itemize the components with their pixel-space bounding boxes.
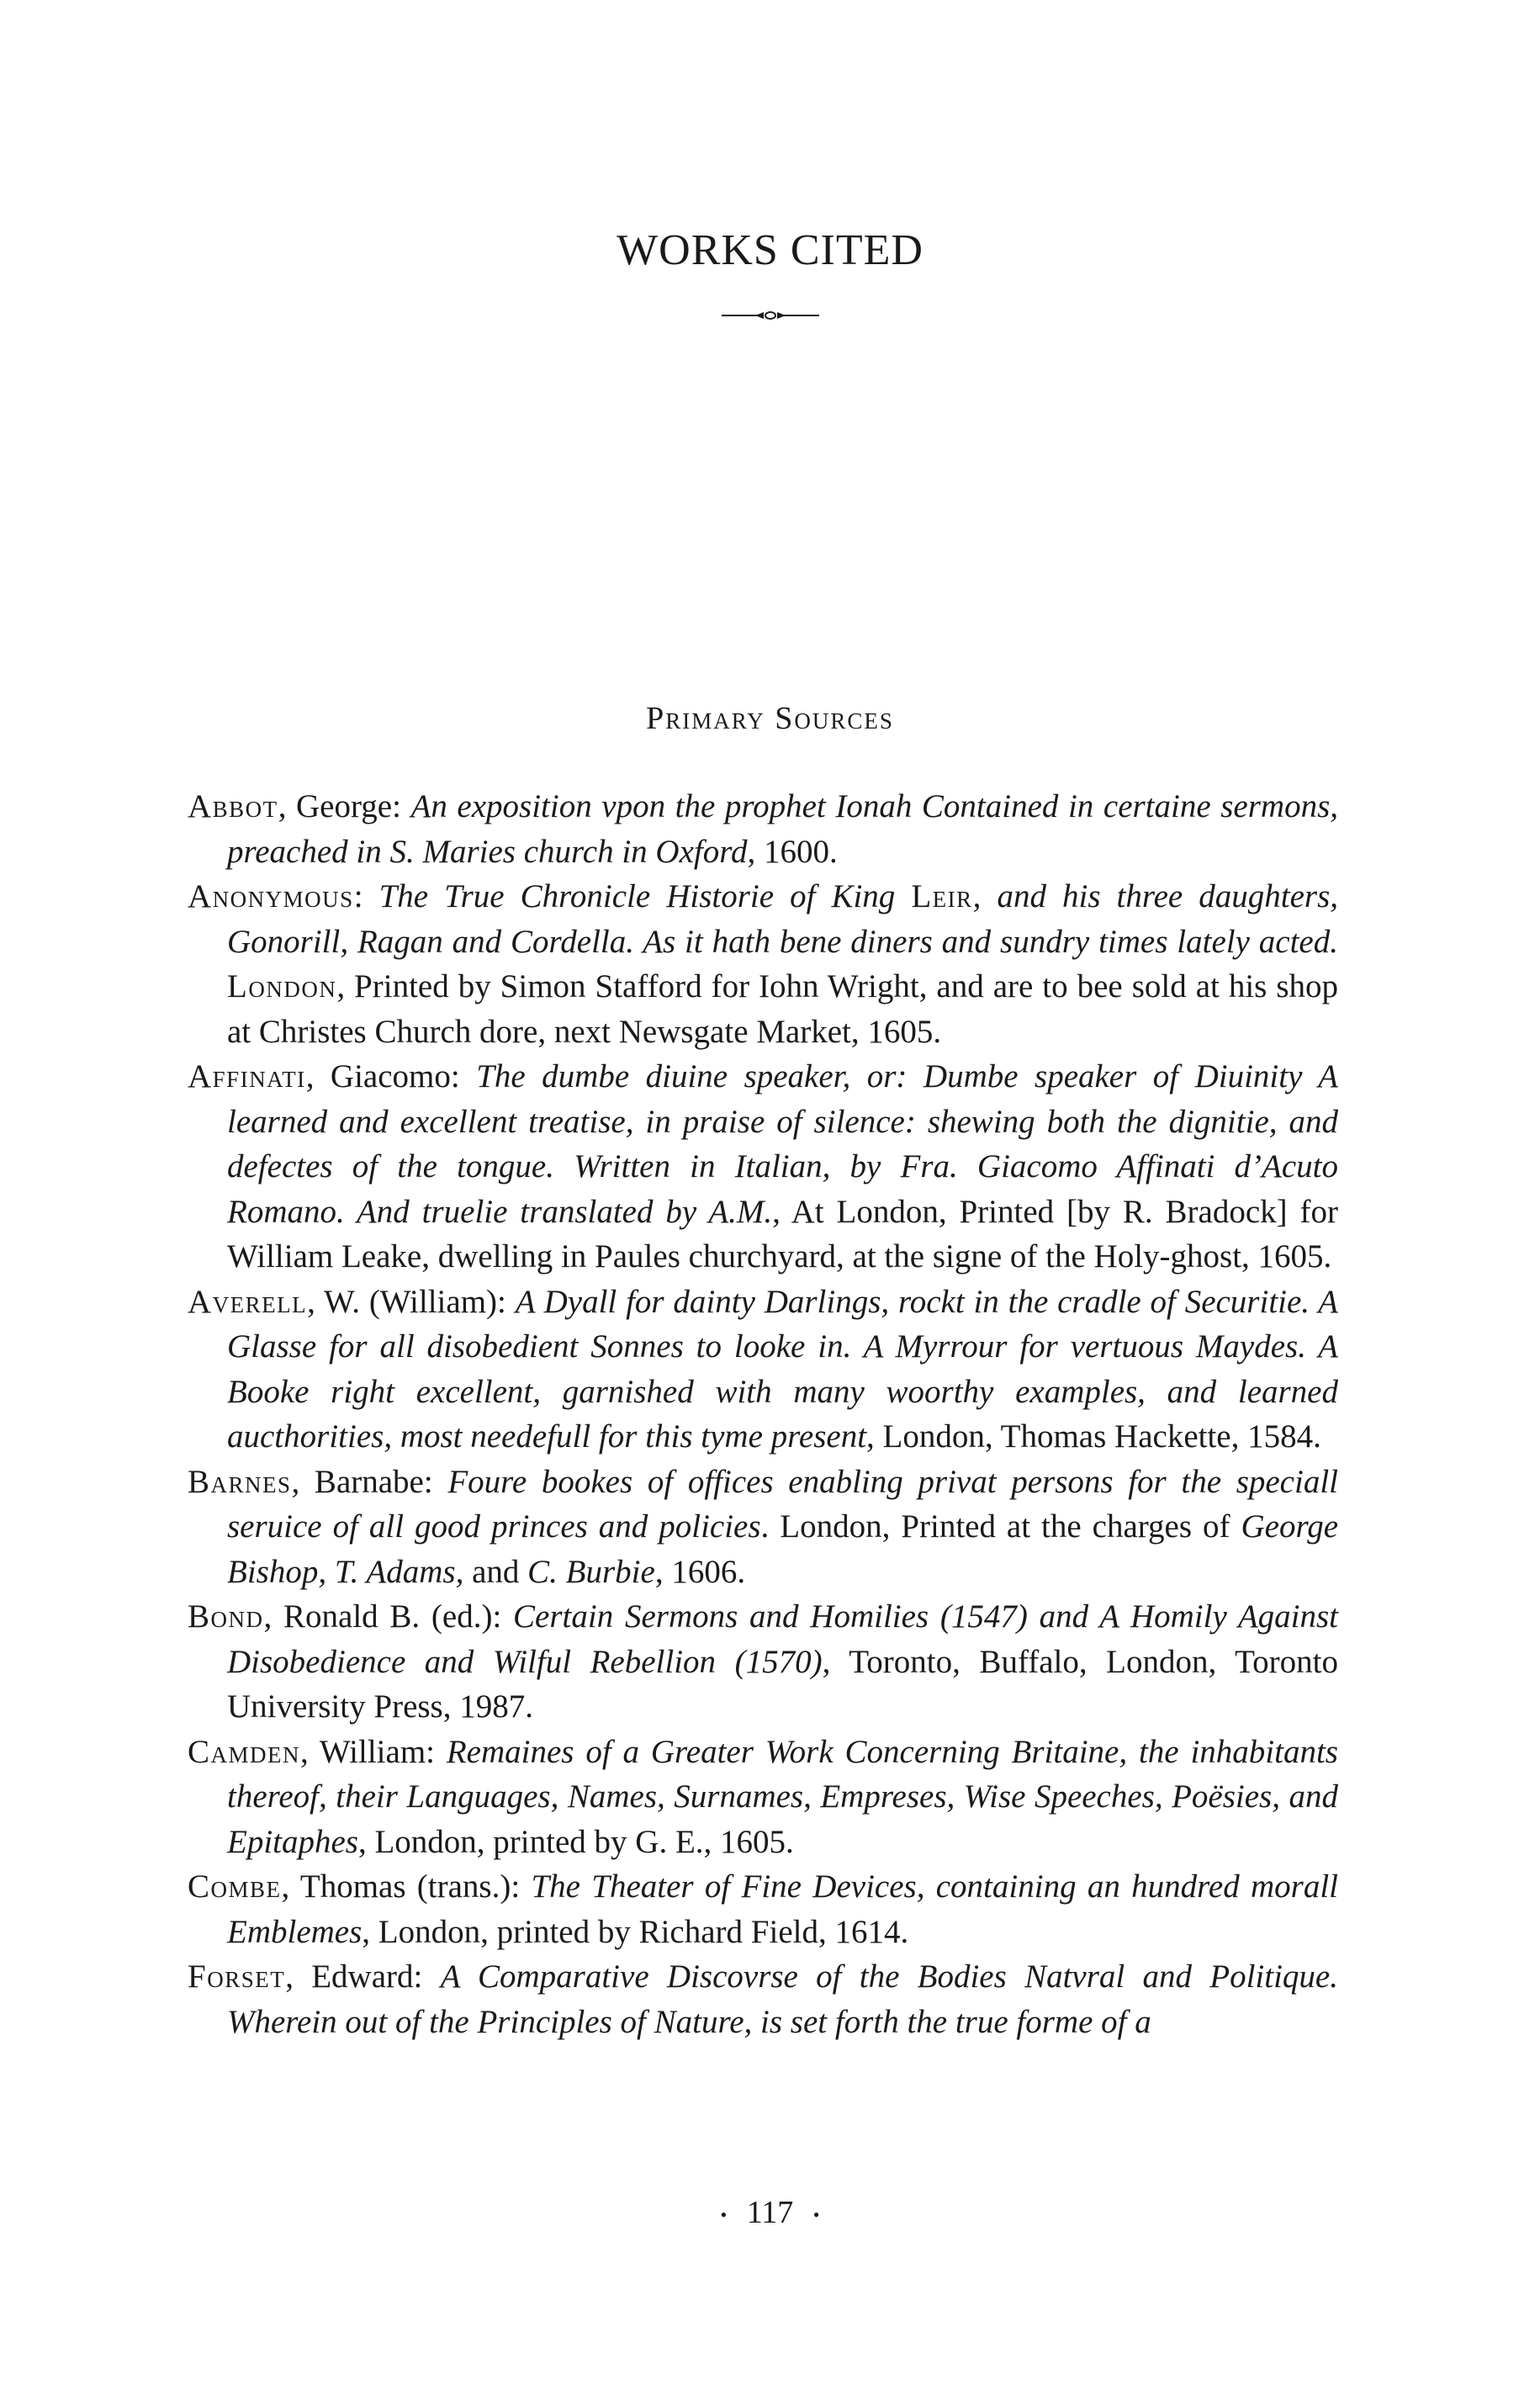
entry-author: Forset <box>188 1958 286 1995</box>
entry-author: Leir <box>911 878 973 914</box>
entry-title: C. Burbie <box>527 1553 655 1590</box>
entry-title: The dumbe diuine speaker, or: Dumbe speaker of Diuinity A learned and excellent treatise, in praise of silence: shewing both the dignitie, and defectes of the tongue. Written in Italian, by Fra. Giacomo Affinati d’Acuto Romano. And truelie translated by A.M. <box>227 1058 1338 1230</box>
bibliography-list <box>188 784 1338 2044</box>
entry-title: Foure bookes of offices enabling privat persons for the speciall seruice of all good princes and policies <box>227 1463 1338 1545</box>
entry-author: London <box>227 968 337 1004</box>
ornament-divider-icon <box>0 305 1540 330</box>
entry-title: The True Chronicle Historie of King <box>378 878 912 914</box>
entry-author: Bond <box>188 1598 264 1635</box>
entry-text: and <box>463 1553 528 1590</box>
entry-text: , William: <box>300 1733 447 1770</box>
bibliography-entry <box>188 1864 1338 1954</box>
entry-author: Averell <box>188 1283 308 1320</box>
section-heading: Primary Sources <box>646 701 894 736</box>
entry-author: Abbot <box>188 788 278 824</box>
entry-title: , and his three daughters, Gonorill, Ragan and Cordella. As it hath bene diners and sundry times lately acted. <box>227 878 1339 960</box>
entry-title: Certain Sermons and Homilies (1547) and A Homily Against Disobedience and Wilful Rebellion (1570) <box>227 1598 1338 1680</box>
entry-title: A Dyall for dainty Darlings, rockt in the cradle of Securitie. A Glasse for all disobedient Sonnes to looke in. A Myrrour for vertuous Maydes. A Booke right excellent, garnished with many woorthy examples, and learned aucthorities, most needefull for this tyme present <box>227 1283 1338 1455</box>
entry-text: . London, Printed at the charges of <box>760 1508 1241 1545</box>
bibliography-entry <box>188 874 1338 1054</box>
entry-text: , At London, Printed [by R. Bradock] for William Leake, dwelling in Paules churchyard, at the signe of the Holy-ghost, 1605. <box>227 1193 1338 1275</box>
entry-text: , Giacomo: <box>305 1058 477 1094</box>
entry-text: , London, printed by G. E., 1605. <box>357 1823 794 1860</box>
entry-title: George Bishop, T. Adams, <box>227 1508 1338 1590</box>
bibliography-entry <box>188 1594 1338 1730</box>
entry-text: , Thomas (trans.): <box>281 1868 532 1905</box>
entry-author: Affinati <box>188 1058 306 1094</box>
bibliography-entry <box>188 1280 1338 1460</box>
entry-title: An exposition vpon the prophet Ionah Contained in certaine sermons, preached in S. Maries church in Oxford <box>227 788 1338 870</box>
entry-text: , W. (William): <box>307 1283 516 1320</box>
entry-text: , London, Thomas Hackette, 1584. <box>866 1418 1321 1455</box>
entry-text: , London, printed by Richard Field, 1614. <box>362 1913 909 1950</box>
folio-ornament-left: • <box>720 2204 728 2226</box>
bibliography-entry <box>188 1954 1338 2044</box>
entry-text: , Toronto, Buffalo, London, Toronto University Press, 1987. <box>227 1643 1339 1725</box>
page-number <box>0 2194 1540 2231</box>
folio-number: 117 <box>746 2195 794 2230</box>
entry-title: Remaines of a Greater Work Concerning Britaine, the inhabitants thereof, their Languages, Names, Surnames, Empreses, Wise Speeches, Poësies, and Epitaphes <box>227 1733 1338 1860</box>
entry-author: Anonymous <box>188 878 354 914</box>
bibliography-entry <box>188 784 1338 874</box>
entry-author: Camden <box>188 1733 301 1770</box>
entry-author: Barnes <box>188 1463 292 1500</box>
bibliography-entry <box>188 1460 1338 1595</box>
bibliography-entry <box>188 1054 1338 1280</box>
bibliography-entry <box>188 1730 1338 1865</box>
entry-text: , 1600. <box>747 833 838 870</box>
entry-text: , Barnabe: <box>291 1463 448 1500</box>
entry-text: , Ronald B. (ed.): <box>263 1598 514 1635</box>
folio-ornament-right: • <box>812 2204 820 2226</box>
entry-text: , Edward: <box>285 1958 441 1995</box>
page-title: WORKS CITED <box>617 226 923 274</box>
entry-text: , 1606. <box>654 1553 746 1590</box>
entry-text: , George: <box>278 788 411 824</box>
entry-text: : <box>353 878 379 914</box>
entry-title: A Comparative Discovrse of the Bodies Natvral and Politique. Wherein out of the Principles of Nature, is set forth the true forme of a <box>227 1958 1338 2040</box>
entry-text: , Printed by Simon Stafford for Iohn Wright, and are to bee sold at his shop at Christes Church dore, next Newsgate Market, 1605. <box>227 968 1338 1050</box>
entry-author: Combe <box>188 1868 282 1905</box>
entry-title: The Theater of Fine Devices, containing an hundred morall Emblemes <box>227 1868 1338 1950</box>
